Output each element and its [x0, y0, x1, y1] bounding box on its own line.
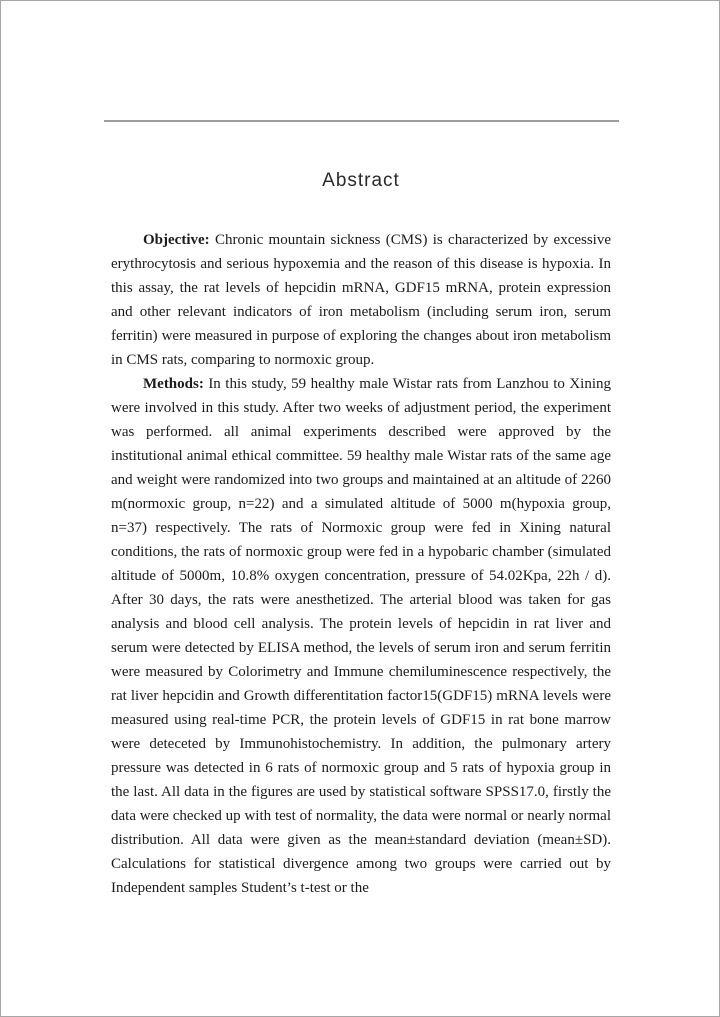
methods-text: In this study, 59 healthy male Wistar rats from Lanzhou to Xining were involved in this study. After two weeks of adjustment period, the experiment was performed. all animal experiments described were approved by the institutional animal ethical committee. 59 healthy male Wistar rats of the same age and weight were randomized into two groups and maintained at an altitude of 2260 m(normoxic group, n=22) and a simulated altitude of 5000 m(hypoxia group, n=37) respectively. The rats of Normoxic group were fed in Xining natural conditions, the rats of normoxic group were fed in a hypobaric chamber (simulated altitude of 5000m, 10.8% oxygen concentration, pressure of 54.02Kpa, 22h / d). After 30 days, the rats were anesthetized. The arterial blood was taken for gas analysis and blood cell analysis. The protein levels of hepcidin in rat liver and serum were detected by ELISA method, the levels of serum iron and serum ferritin were measured by Colorimetry and Immune chemiluminescence respectively, the rat liver hepcidin and Growth differentitation factor15(GDF15) mRNA levels were measured using real-time PCR, the protein levels of GDF15 in rat bone marrow were deteceted by Immunohistochemistry. In addition, the pulmonary artery pressure was detected in 6 rats of normoxic group and 5 rats of hypoxia group in the last. All data in the figures are used by statistical software SPSS17.0, firstly the data were checked up with test of normality, the data were normal or nearly normal distribution. All data were given as the mean±standard deviation (mean±SD). Calculations for statistical divergence among two groups were carried out by Independent samples Student’s t-test or the [111, 376, 612, 896]
abstract-body [111, 228, 611, 900]
page-title: Abstract [322, 170, 400, 191]
paragraph-objective [111, 228, 611, 372]
paragraph-methods [111, 372, 611, 900]
header-rule [104, 120, 619, 122]
objective-label: Objective: [143, 232, 210, 248]
objective-text: Chronic mountain sickness (CMS) is characterized by excessive erythrocytosis and serious hypoxemia and the reason of this disease is hypoxia. In this assay, the rat levels of hepcidin mRNA, GDF15 mRNA, protein expression and other relevant indicators of iron metabolism (including serum iron, serum ferritin) were measured in purpose of exploring the changes about iron metabolism in CMS rats, comparing to normoxic group. [111, 232, 612, 368]
methods-label: Methods: [143, 376, 204, 392]
